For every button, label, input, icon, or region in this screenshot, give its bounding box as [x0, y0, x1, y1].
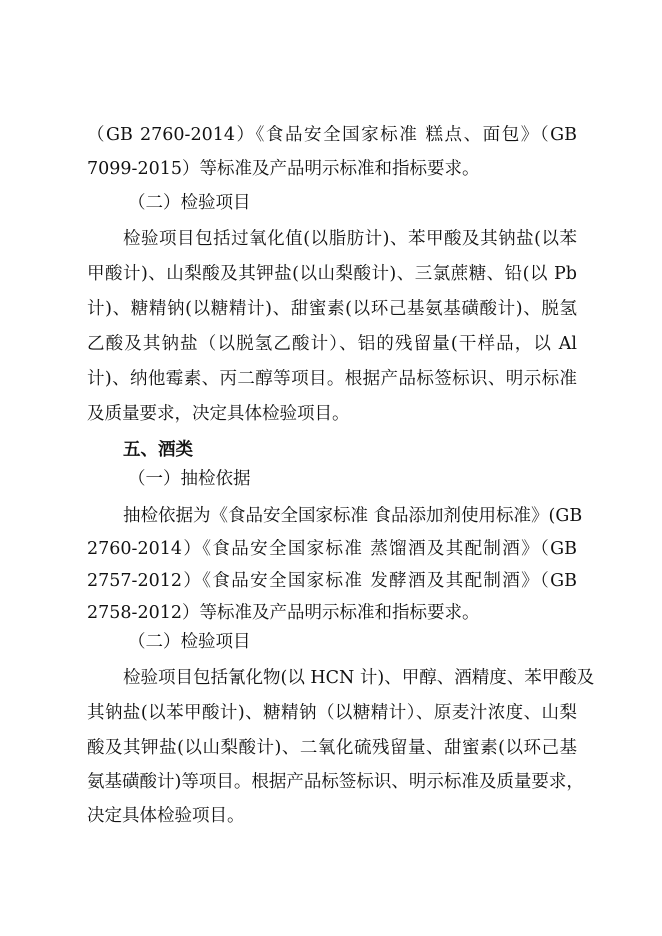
s5-items-line-1: 检验项目包括氰化物(以 HCN 计)、甲醇、酒精度、苯甲酸及 [123, 668, 595, 688]
s5-basis-line-3: 2757-2012）《食品安全国家标准 发酵酒及其配制酒》（GB [87, 571, 577, 591]
s5-items-line-5: 决定具体检验项目。 [87, 806, 245, 826]
s5-basis-line-4: 2758-2012）等标准及产品明示标准和指标要求。 [87, 603, 480, 623]
s5-basis-heading: （一）抽检依据 [128, 469, 251, 489]
section5-title: 五、酒类 [123, 440, 193, 460]
s4-items-line-4: 乙酸及其钠盐（以脱氢乙酸计）、铝的残留量(干样品，以 Al [87, 334, 577, 354]
s4-items-heading: （二）检验项目 [128, 193, 251, 213]
s4-basis-line-1: （GB 2760-2014）《食品安全国家标准 糕点、面包》（GB [87, 125, 577, 145]
s4-items-line-1: 检验项目包括过氧化值(以脂肪计)、苯甲酸及其钠盐(以苯 [123, 229, 577, 249]
s5-items-heading: （二）检验项目 [128, 632, 251, 652]
s4-basis-line-2: 7099-2015）等标准及产品明示标准和指标要求。 [87, 159, 480, 179]
s4-items-line-2: 甲酸计)、山梨酸及其钾盐(以山梨酸计)、三氯蔗糖、铅(以 Pb [87, 264, 577, 284]
s4-items-line-6: 及质量要求，决定具体检验项目。 [87, 404, 350, 424]
s5-items-line-4: 氨基磺酸计)等项目。根据产品标签标识、明示标准及质量要求， [87, 772, 584, 792]
s5-items-line-2: 其钠盐(以苯甲酸计)、糖精钠（以糖精计）、原麦汁浓度、山梨 [87, 703, 577, 723]
s5-items-line-3: 酸及其钾盐(以山梨酸计)、二氧化硫残留量、甜蜜素(以环己基 [87, 738, 577, 758]
s5-basis-line-1: 抽检依据为《食品安全国家标准 食品添加剂使用标准》(GB [123, 506, 583, 526]
s5-basis-line-2: 2760-2014）《食品安全国家标准 蒸馏酒及其配制酒》（GB [87, 539, 577, 559]
s4-items-line-5: 计)、纳他霉素、丙二醇等项目。根据产品标签标识、明示标准 [87, 369, 577, 389]
s4-items-line-3: 计)、糖精钠(以糖精计)、甜蜜素(以环己基氨基磺酸计)、脱氢 [87, 299, 577, 319]
